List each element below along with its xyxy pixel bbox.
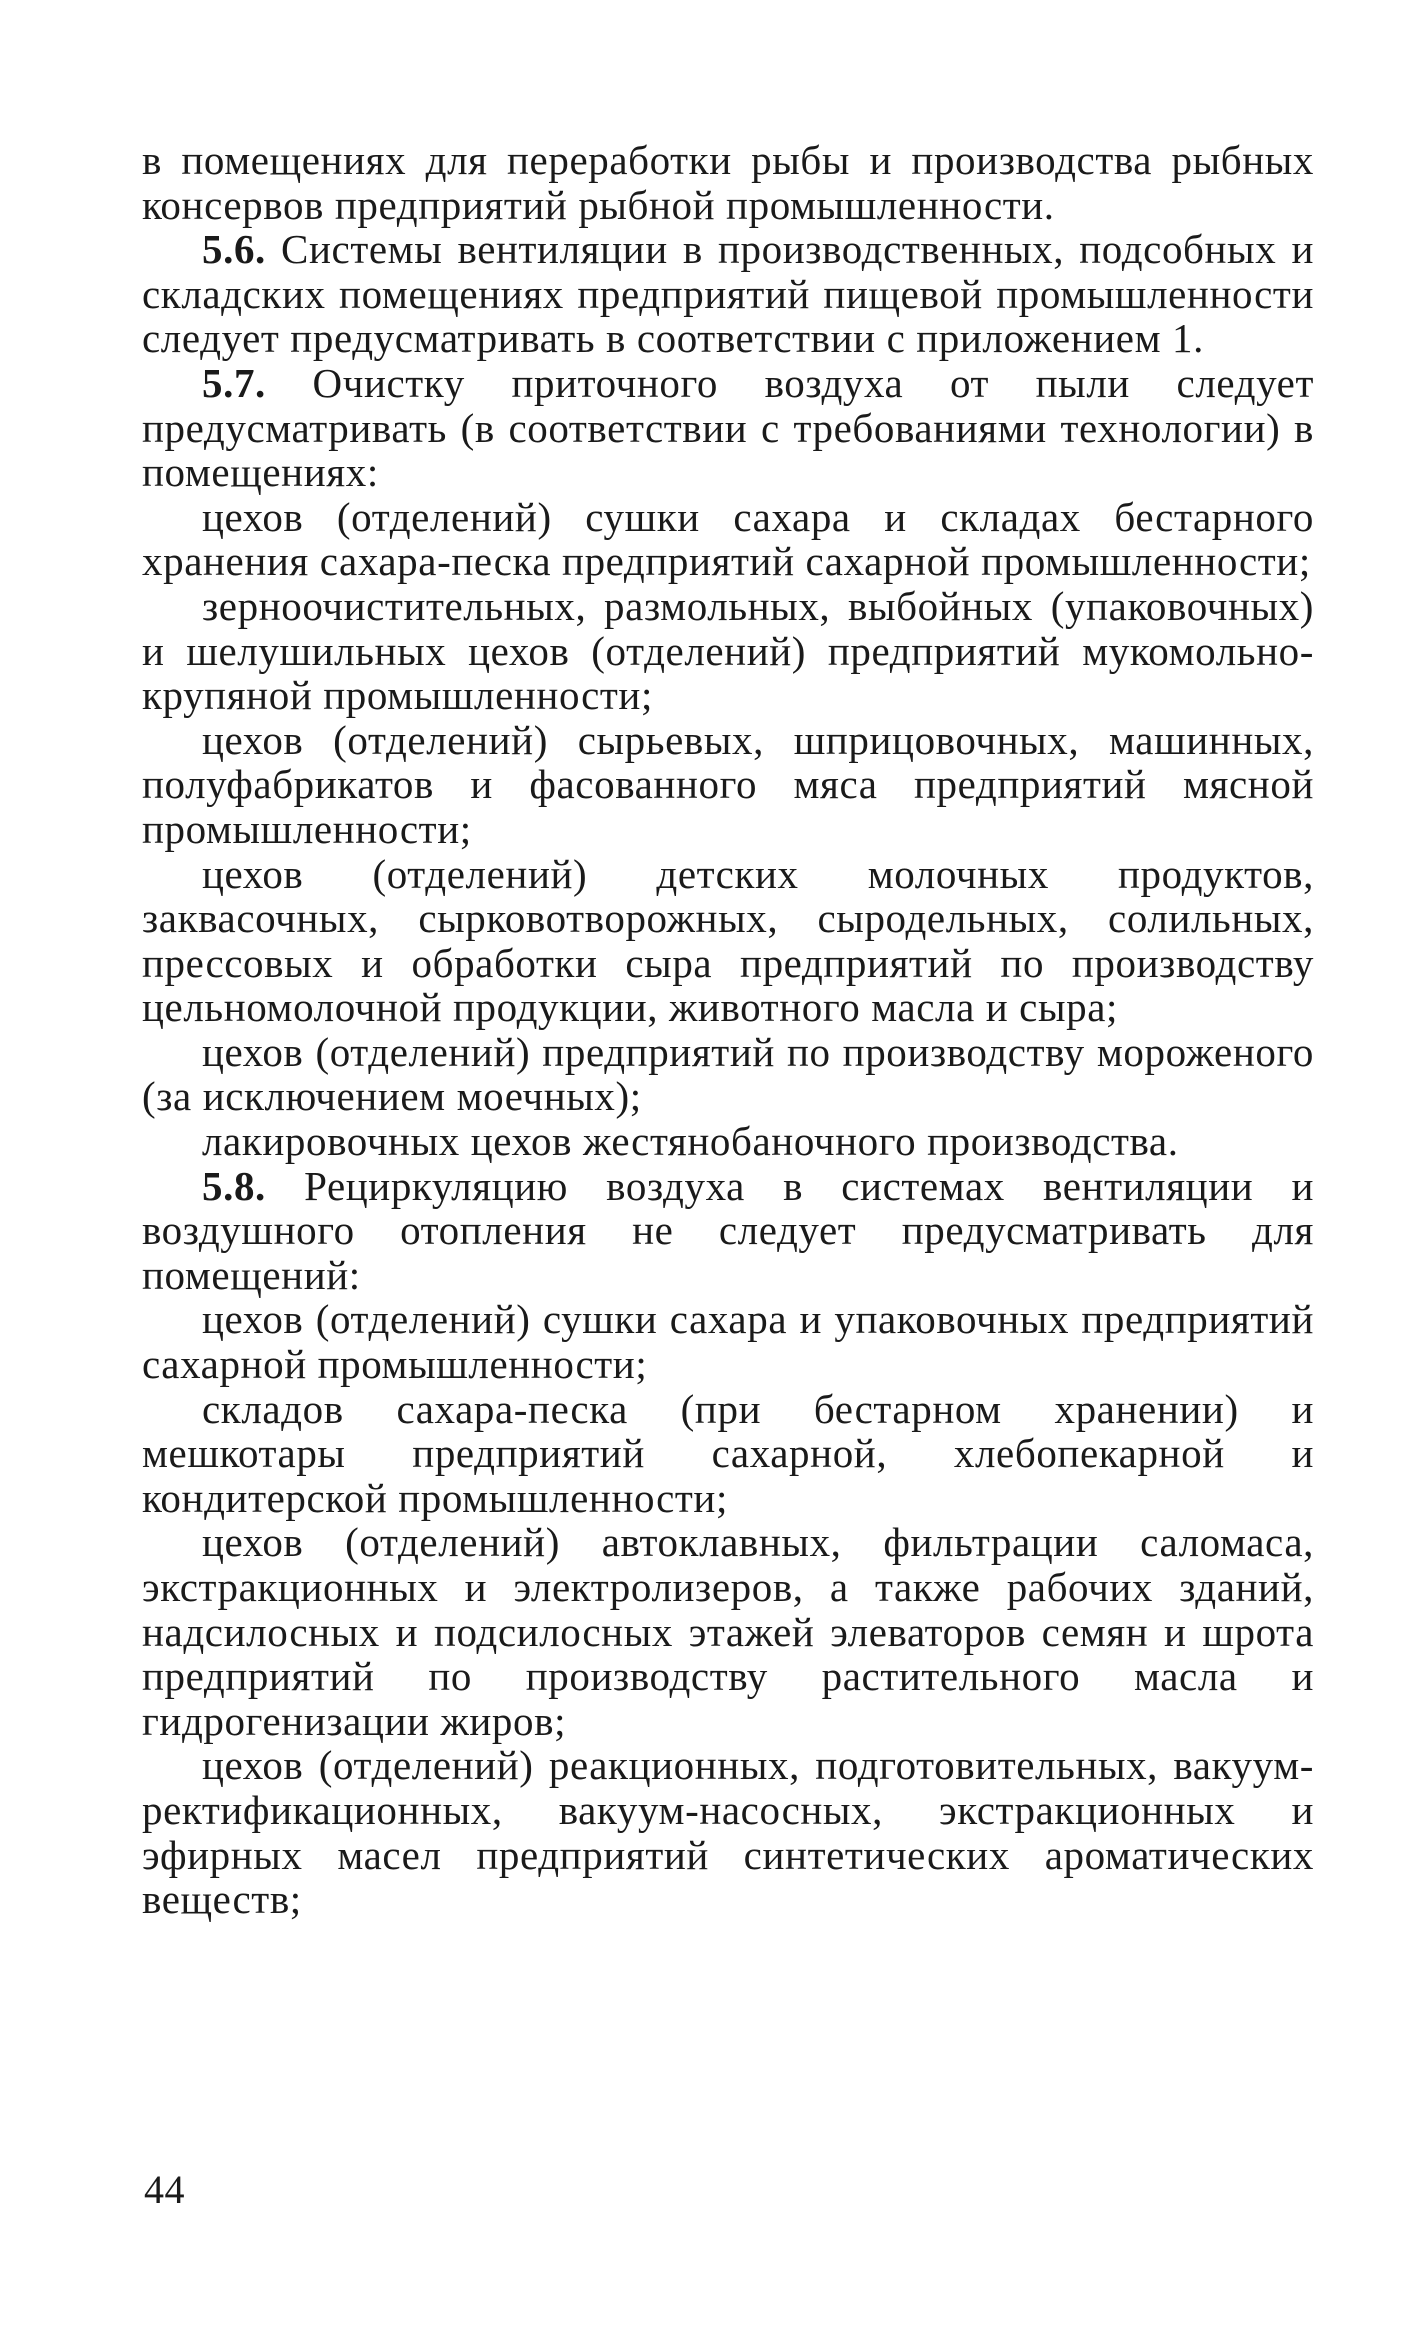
list-item	[142, 1297, 1314, 1386]
list-item	[142, 718, 1314, 852]
paragraph-text: Очистку приточного воздуха от пыли следует предусматривать (в соответствии с требованиями технологии) в помещениях:	[142, 359, 1314, 496]
list-item-text: цехов (отделений) сушки сахара и складах бестарного хранения сахара-песка предприятий сахарной промышленности;	[142, 493, 1314, 585]
list-item-text: цехов (отделений) предприятий по производству мороженого (за исключением моечных);	[142, 1028, 1314, 1120]
list-item-text: цехов (отделений) автоклавных, фильтрации саломаса, экстракционных и электролизеров, а также рабочих зданий, надсилосных и подсилосных этажей элеваторов семян и шрота предприятий по производству растительного масла и гидрогенизации жиров;	[142, 1519, 1314, 1744]
list-item-text: цехов (отделений) сушки сахара и упаковочных предприятий сахарной промышленности;	[142, 1296, 1314, 1388]
list-item	[142, 1387, 1314, 1521]
list-item	[142, 1743, 1314, 1921]
list-item	[142, 495, 1314, 584]
paragraph-5-8	[142, 1164, 1314, 1298]
paragraph-text: в помещениях для переработки рыбы и производства рыбных консервов предприятий рыбной промышленности.	[142, 137, 1314, 228]
page-number: 44	[144, 2167, 185, 2212]
list-item	[142, 852, 1314, 1030]
list-item-text: складов сахара-песка (при бестарном хранении) и мешкотары предприятий сахарной, хлебопекарной и кондитерской промышленности;	[142, 1385, 1314, 1521]
list-item	[142, 1520, 1314, 1743]
document-body	[142, 138, 1314, 1922]
paragraph-5-6	[142, 227, 1314, 361]
paragraph-5-7	[142, 361, 1314, 495]
list-item-text: цехов (отделений) сырьевых, шприцовочных, машинных, полуфабрикатов и фасованного мяса предприятий мясной промышленности;	[142, 716, 1314, 852]
list-item-text: лакировочных цехов жестянобаночного производства.	[202, 1118, 1179, 1165]
clause-number: 5.8.	[202, 1162, 266, 1209]
clause-number: 5.6.	[202, 226, 266, 273]
clause-number: 5.7.	[202, 359, 266, 406]
list-item-text: зерноочистительных, размольных, выбойных (упаковочных) и шелушильных цехов (отделений) предприятий мукомольно-крупяной промышленности;	[142, 582, 1314, 719]
paragraph-text: Системы вентиляции в производственных, подсобных и складских помещениях предприятий пищевой промышленности следует предусматривать в соответствии с приложением 1.	[142, 226, 1314, 362]
list-item-text: цехов (отделений) детских молочных продуктов, заквасочных, сырковотворожных, сыродельных, солильных, прессовых и обработки сыра предприятий по производству цельномолочной продукции, животного масла и сыра;	[142, 850, 1314, 1031]
list-item	[142, 1119, 1314, 1164]
list-item	[142, 584, 1314, 718]
list-item-text: цехов (отделений) реакционных, подготовительных, вакуум-ректификационных, вакуум-насосных, экстракционных и эфирных масел предприятий синтетических ароматических веществ;	[142, 1742, 1314, 1923]
list-item	[142, 1030, 1314, 1119]
paragraph-text: Рециркуляцию воздуха в системах вентиляции и воздушного отопления не следует предусматривать для помещений:	[142, 1162, 1314, 1298]
paragraph	[142, 138, 1314, 227]
